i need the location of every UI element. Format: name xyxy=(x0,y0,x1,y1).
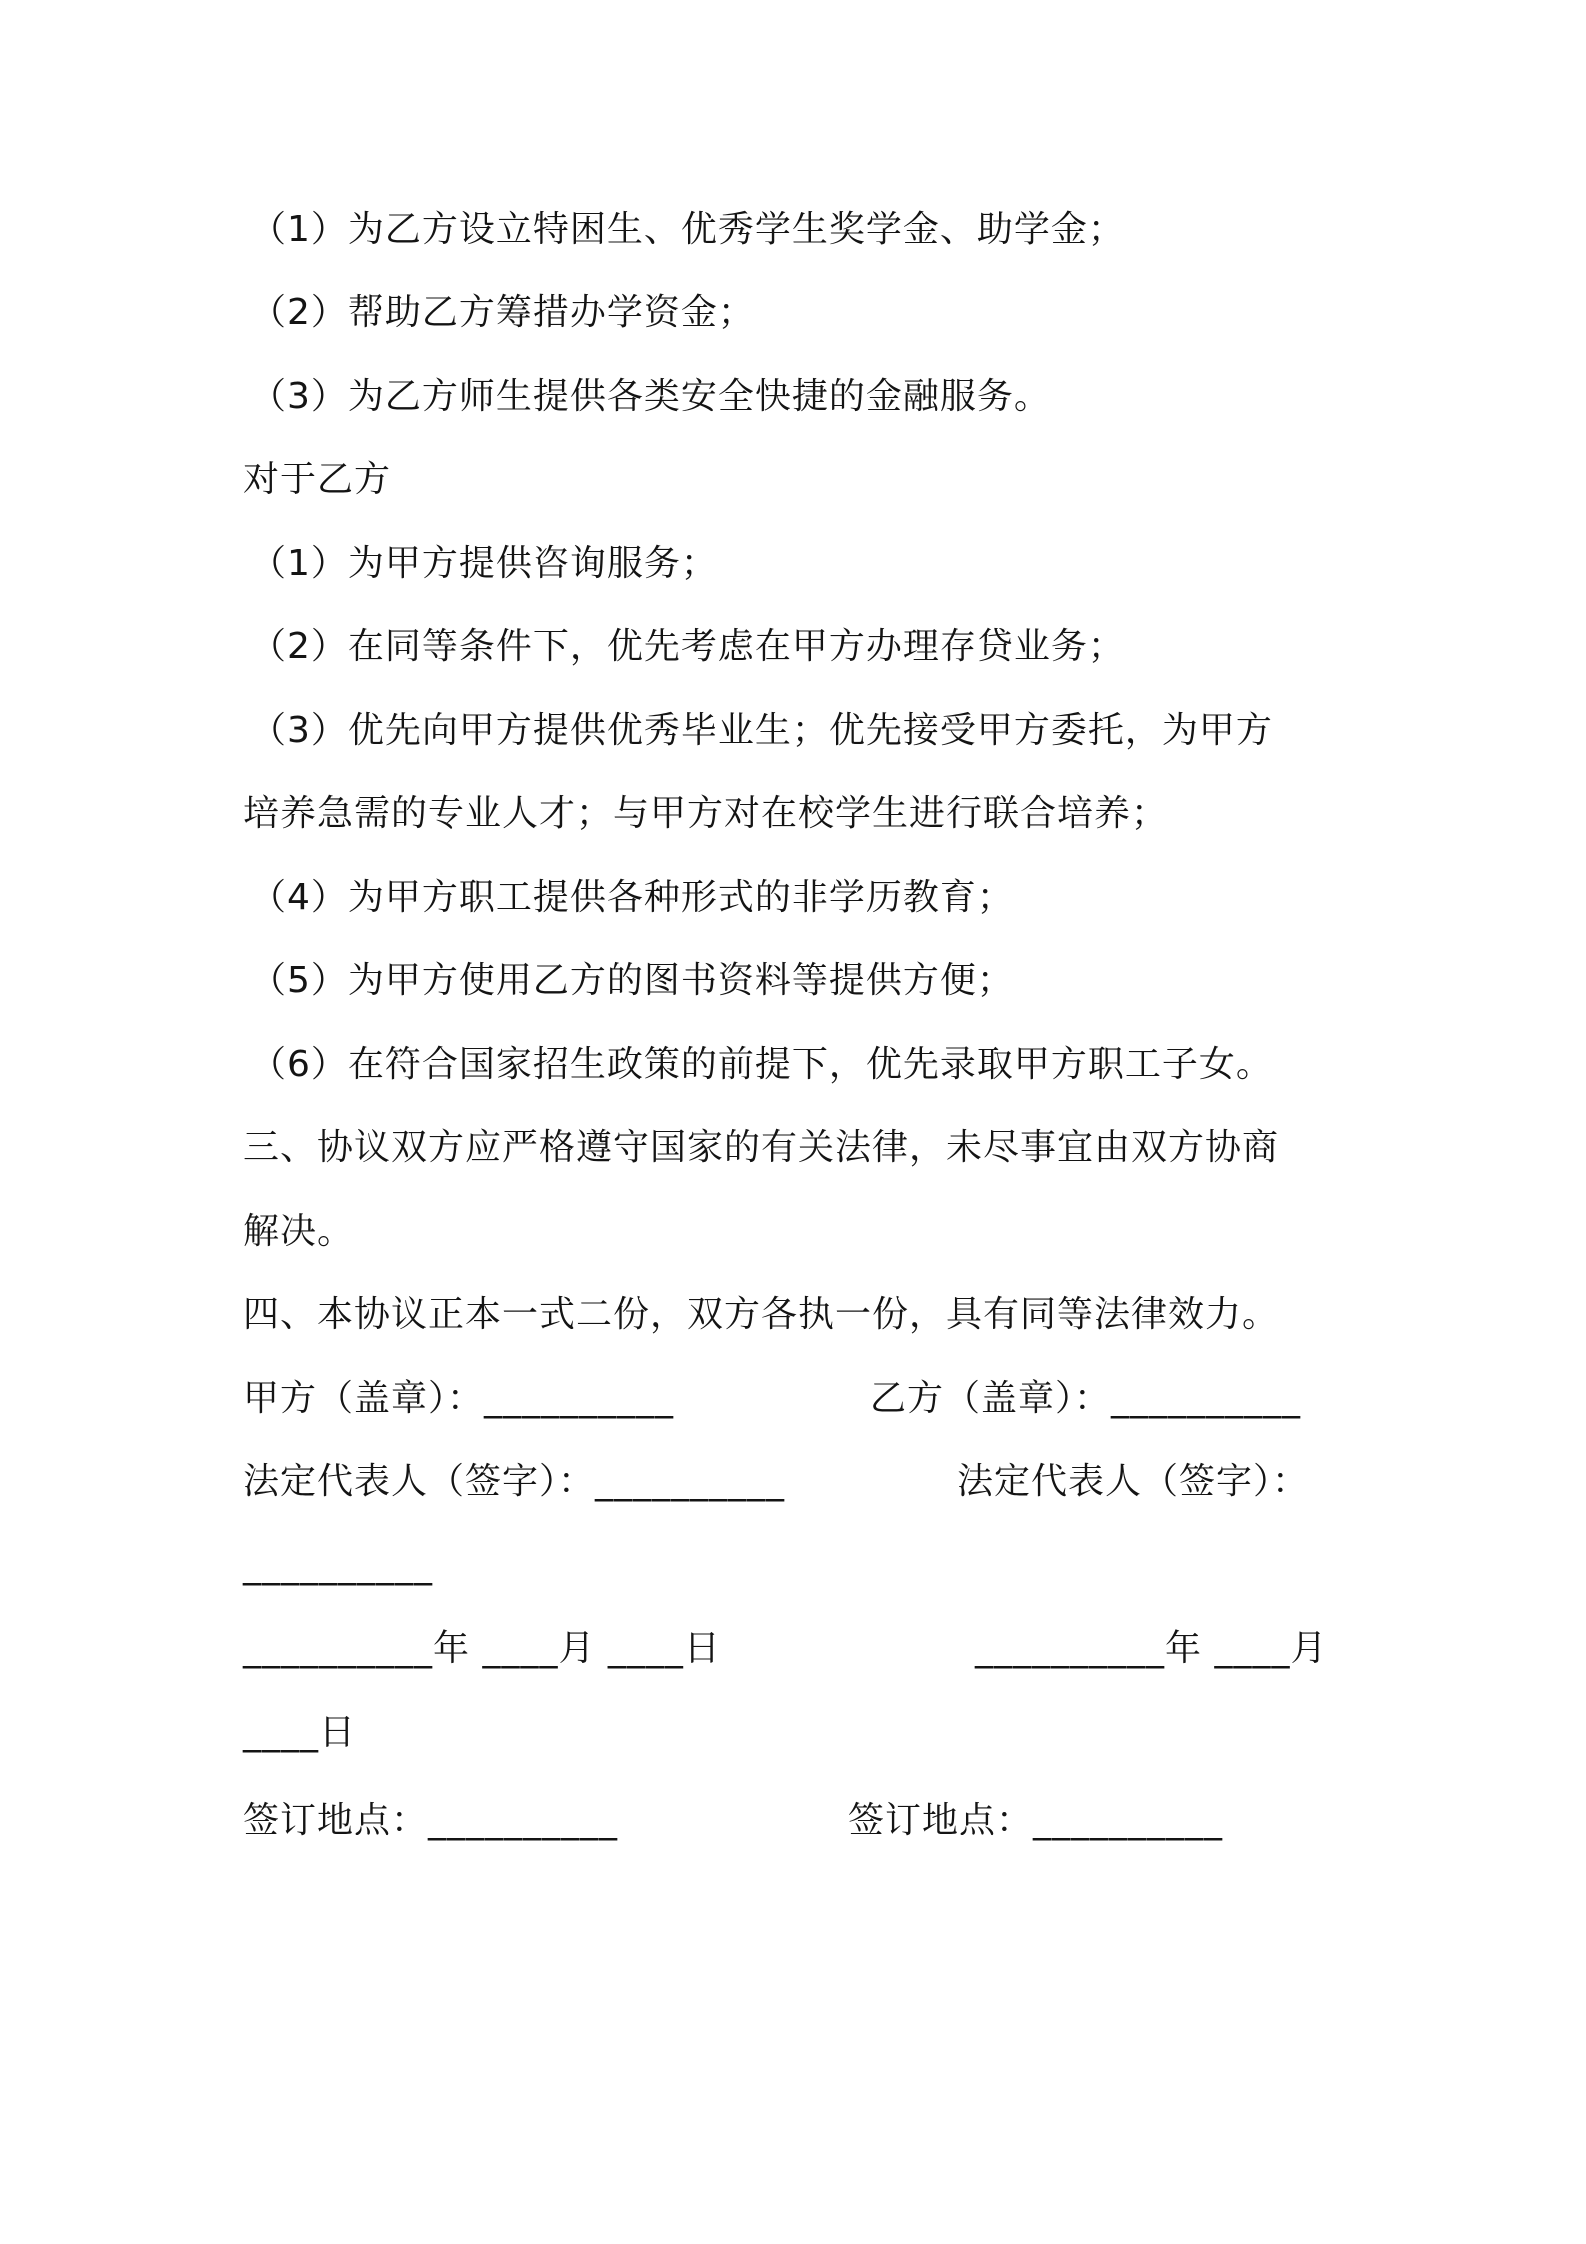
party-b-item-6: （6）在符合国家招生政策的前提下，优先录取甲方职工子女。 xyxy=(250,1044,1273,1085)
party-b-date-field: __________年 ____月 xyxy=(975,1628,1328,1669)
party-b-item-3-continued: 培养急需的专业人才；与甲方对在校学生进行联合培养； xyxy=(243,793,1169,834)
party-b-representative-field: 法定代表人（签字）： xyxy=(957,1461,1310,1502)
party-b-representative-blank: __________ xyxy=(243,1545,433,1586)
party-b-item-5: （5）为甲方使用乙方的图书资料等提供方便； xyxy=(250,960,1014,1001)
party-a-signing-place-field: 签订地点：__________ xyxy=(243,1800,619,1841)
party-b-item-2: （2）在同等条件下，优先考虑在甲方办理存贷业务； xyxy=(250,626,1125,667)
clause-3-continued: 解决。 xyxy=(243,1211,355,1252)
party-a-representative-field: 法定代表人（签字）：__________ xyxy=(243,1461,786,1502)
party-b-seal-field: 乙方（盖章）：__________ xyxy=(870,1378,1302,1419)
party-a-benefit-3: （3）为乙方师生提供各类安全快捷的金融服务。 xyxy=(250,376,1051,417)
party-a-benefit-1: （1）为乙方设立特困生、优秀学生奖学金、助学金； xyxy=(250,209,1125,250)
party-a-seal-field: 甲方（盖章）：__________ xyxy=(243,1378,675,1419)
clause-3: 三、协议双方应严格遵守国家的有关法律，未尽事宜由双方协商 xyxy=(243,1127,1280,1168)
party-a-date-field: __________年 ____月 ____日 xyxy=(243,1628,721,1669)
party-b-heading: 对于乙方 xyxy=(243,459,392,500)
party-b-item-4: （4）为甲方职工提供各种形式的非学历教育； xyxy=(250,877,1014,918)
party-b-date-day: ____日 xyxy=(243,1712,357,1753)
party-b-item-1: （1）为甲方提供咨询服务； xyxy=(250,543,718,584)
party-b-item-3: （3）优先向甲方提供优秀毕业生；优先接受甲方委托，为甲方 xyxy=(250,710,1273,751)
clause-4: 四、本协议正本一式二份，双方各执一份，具有同等法律效力。 xyxy=(243,1294,1280,1335)
party-a-benefit-2: （2）帮助乙方筹措办学资金； xyxy=(250,292,755,333)
party-b-signing-place-field: 签订地点：__________ xyxy=(848,1800,1224,1841)
